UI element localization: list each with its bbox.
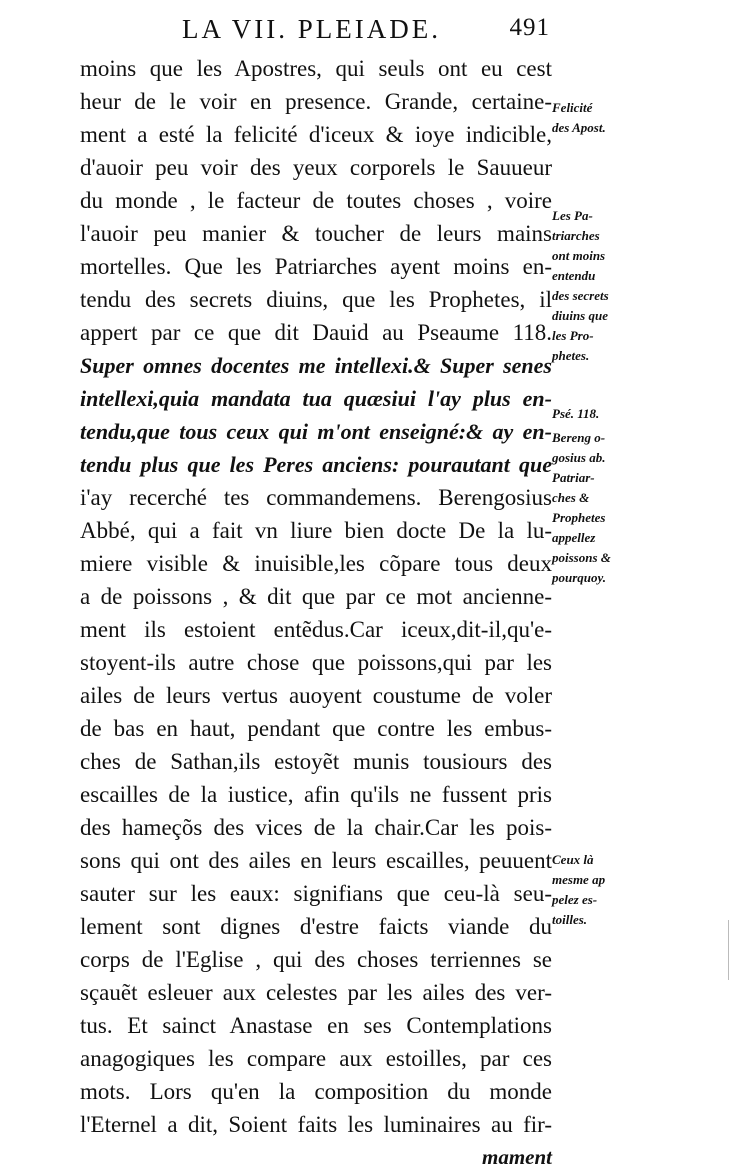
margin-note-line: ont moins <box>552 248 606 263</box>
text-line: ches de Sathan,ils estoyẽt munis tousiours des <box>80 749 552 774</box>
text-line: mots. Lors qu'en la composition du monde <box>80 1079 552 1104</box>
margin-note-line: Ceux là <box>552 852 594 867</box>
text-line-italic: intellexi,quia mandata tua quæsiui l'ay plus en- <box>80 386 552 411</box>
text-line: de bas en haut, pendant que contre les embus- <box>80 716 552 741</box>
text-line: lement sont dignes d'estre faicts viande du <box>80 914 552 939</box>
text-line: tendu des secrets diuins, que les Prophetes, il <box>80 287 552 312</box>
margin-note-line: Bereng o- <box>552 430 606 445</box>
body-text <box>80 52 552 1174</box>
text-line: i'ay recerché tes commandemens. Berengosius <box>80 485 552 510</box>
text-line: sons qui ont des ailes en leurs escailles, peuuent <box>80 848 552 873</box>
page-header <box>80 14 550 48</box>
margin-note-berengosius <box>552 428 644 588</box>
page-number: 491 <box>509 14 550 41</box>
catchword: mament <box>481 1145 552 1169</box>
text-line: des hameçõs des vices de la chair.Car les pois- <box>80 815 552 840</box>
text-line: ment a esté la felicité d'iceux & ioye indicible, <box>80 122 552 147</box>
running-title: LA VII. PLEIADE. <box>182 14 441 44</box>
margin-note-line: ches & <box>552 490 590 505</box>
text-line: l'auoir peu manier & toucher de leurs mains <box>80 221 552 246</box>
text-line: a de poissons , & dit que par ce mot ancienne- <box>80 584 552 609</box>
text-line: appert par ce que dit Dauid au Pseaume 118. <box>80 320 552 345</box>
margin-note-line: pelez es- <box>552 892 598 907</box>
margin-note-psalm <box>552 404 644 424</box>
margin-note-line: Psé. 118. <box>552 406 600 421</box>
text-line: stoyent-ils autre chose que poissons,qui par les <box>80 650 552 675</box>
margin-note-line: mesme ap <box>552 872 606 887</box>
margin-note-estoilles <box>552 850 644 930</box>
text-line: escailles de la iustice, afin qu'ils ne fussent pris <box>80 782 552 807</box>
text-line: d'auoir peu voir des yeux corporels le Sauueur <box>80 155 552 180</box>
text-line: anagogiques les compare aux estoilles, par ces <box>80 1046 552 1071</box>
text-line: sauter sur les eaux: signifians que ceu-là seu- <box>80 881 552 906</box>
text-line: miere visible & inuisible,les cõpare tous deux <box>80 551 552 576</box>
margin-note-felicite <box>552 98 644 138</box>
text-line: corps de l'Eglise , qui des choses terriennes se <box>80 947 552 972</box>
margin-note-line: phetes. <box>552 348 590 363</box>
text-line: ment ils estoient entẽdus.Car iceux,dit-il,qu'e- <box>80 617 552 642</box>
text-line-mixed: l'Eternel a dit, Soient faits les luminaires au fir- <box>80 1112 552 1137</box>
text-line: heur de le voir en presence. Grande, certaine- <box>80 89 552 114</box>
margin-note-line: gosius ab. <box>552 450 606 465</box>
text-line: mortelles. Que les Patriarches ayent moins en- <box>80 254 552 279</box>
text-line-italic: Super omnes docentes me intellexi.& Super senes <box>80 353 552 378</box>
margin-note-line: Les Pa- <box>552 208 593 223</box>
margin-note-line: Prophetes <box>552 510 606 525</box>
text-line: du monde , le facteur de toutes choses , voire <box>80 188 552 213</box>
text-line: tus. Et sainct Anastase en ses Contemplations <box>80 1013 552 1038</box>
margin-note-line: les Pro- <box>552 328 594 343</box>
margin-note-line: toilles. <box>552 912 588 927</box>
margin-note-patriarches <box>552 206 644 366</box>
margin-note-line: triarches <box>552 228 600 243</box>
text-line: Abbé, qui a fait vn liure bien docte De la lu- <box>80 518 552 543</box>
margin-note-line: des Apost. <box>552 120 606 135</box>
text-line-italic: tendu plus que les Peres anciens: pourautant que <box>80 452 552 477</box>
margin-note-line: entendu <box>552 268 596 283</box>
margin-note-line: pourquoy. <box>552 570 607 585</box>
margin-note-line: diuins que <box>552 308 608 323</box>
text-line-italic: tendu,que tous ceux qui m'ont enseigné:& ay en- <box>80 419 552 444</box>
margin-note-line: appellez <box>552 530 596 545</box>
text-line: sçauẽt esleuer aux celestes par les ailes des ver- <box>80 980 552 1005</box>
text-line: ailes de leurs vertus auoyent coustume de voler <box>80 683 552 708</box>
gutter-rule <box>728 920 729 980</box>
margin-note-line: Patriar- <box>552 470 595 485</box>
margin-note-line: Felicité <box>552 100 593 115</box>
text-line: moins que les Apostres, qui seuls ont eu cest <box>80 56 552 81</box>
margin-note-line: des secrets <box>552 288 609 303</box>
margin-note-line: poissons & <box>552 550 611 565</box>
